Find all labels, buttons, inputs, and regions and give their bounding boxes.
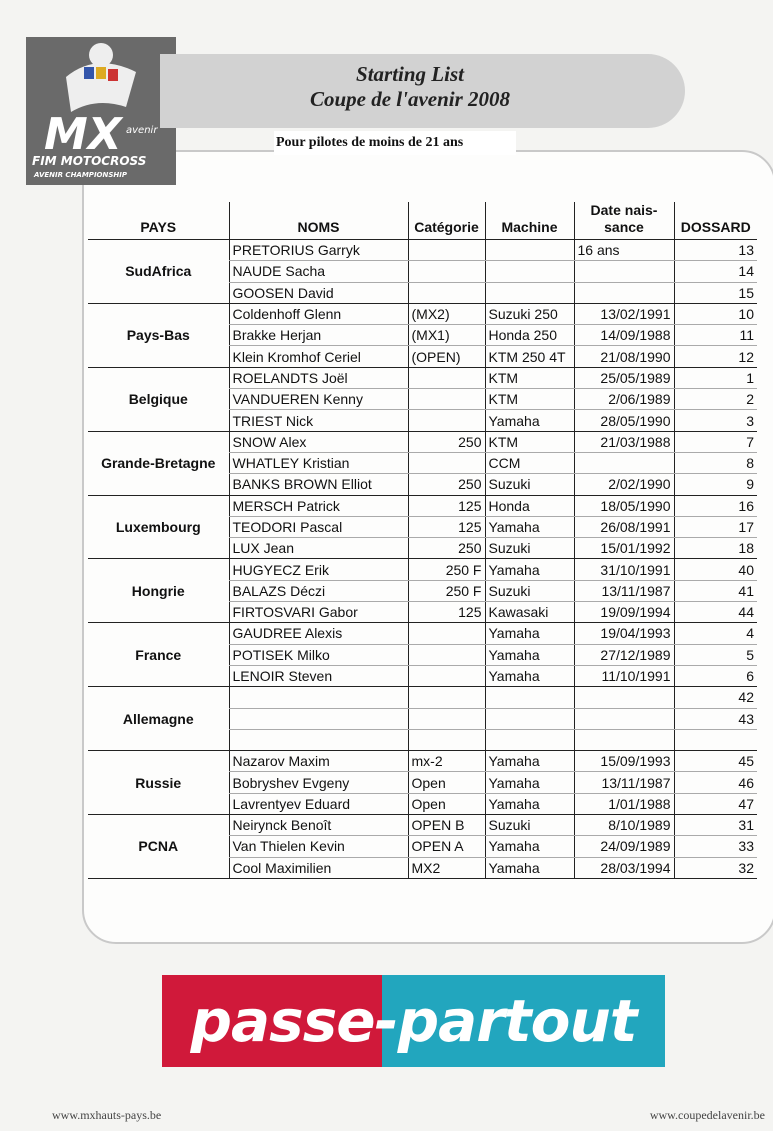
dossard-cell: 41 (674, 580, 757, 601)
country-cell: PCNA (88, 815, 229, 879)
country-cell: Allemagne (88, 687, 229, 751)
name-cell: PRETORIUS Garryk (229, 240, 408, 261)
birthdate-cell (574, 282, 674, 303)
name-cell: LENOIR Steven (229, 665, 408, 686)
dossard-cell: 13 (674, 240, 757, 261)
machine-cell: KTM (485, 367, 574, 388)
name-cell (229, 729, 408, 750)
name-cell: TEODORI Pascal (229, 516, 408, 537)
name-cell: MERSCH Patrick (229, 495, 408, 516)
machine-cell (485, 240, 574, 261)
logo-line1: FIM MOTOCROSS (32, 154, 147, 168)
dossard-cell: 40 (674, 559, 757, 580)
machine-cell: KTM (485, 431, 574, 452)
machine-cell: Yamaha (485, 665, 574, 686)
category-cell (408, 452, 485, 473)
table-row (88, 815, 757, 836)
dossard-cell: 18 (674, 538, 757, 559)
birthdate-cell: 31/10/1991 (574, 559, 674, 580)
table-row (88, 623, 757, 644)
name-cell: VANDUEREN Kenny (229, 389, 408, 410)
dossard-cell: 16 (674, 495, 757, 516)
category-cell: (MX2) (408, 303, 485, 324)
name-cell: TRIEST Nick (229, 410, 408, 431)
category-cell: OPEN A (408, 836, 485, 857)
machine-cell: Yamaha (485, 410, 574, 431)
dossard-cell: 1 (674, 367, 757, 388)
birthdate-cell (574, 261, 674, 282)
category-cell (408, 708, 485, 729)
table-row (88, 687, 757, 708)
birthdate-cell: 13/02/1991 (574, 303, 674, 324)
name-cell: Lavrentyev Eduard (229, 793, 408, 814)
table-row (88, 431, 757, 452)
machine-cell (485, 687, 574, 708)
machine-cell: Suzuki 250 (485, 303, 574, 324)
name-cell: BALAZS Déczi (229, 580, 408, 601)
column-header: NOMS (229, 202, 408, 240)
name-cell: BANKS BROWN Elliot (229, 474, 408, 495)
sponsor-banner (162, 975, 665, 1067)
category-cell: MX2 (408, 857, 485, 878)
birthdate-cell: 2/02/1990 (574, 474, 674, 495)
name-cell: GAUDREE Alexis (229, 623, 408, 644)
category-cell: 250 (408, 431, 485, 452)
dossard-cell: 11 (674, 325, 757, 346)
table-row (88, 495, 757, 516)
category-cell (408, 240, 485, 261)
dossard-cell: 32 (674, 857, 757, 878)
category-cell: 250 (408, 538, 485, 559)
machine-cell: Kawasaki (485, 602, 574, 623)
name-cell: GOOSEN David (229, 282, 408, 303)
dossard-cell: 2 (674, 389, 757, 410)
category-cell (408, 261, 485, 282)
category-cell: 125 (408, 602, 485, 623)
dossard-cell: 15 (674, 282, 757, 303)
dossard-cell: 17 (674, 516, 757, 537)
dossard-cell: 14 (674, 261, 757, 282)
birthdate-cell (574, 708, 674, 729)
logo-line2: AVENIR CHAMPIONSHIP (34, 171, 127, 179)
dossard-cell: 7 (674, 431, 757, 452)
machine-cell: KTM (485, 389, 574, 410)
name-cell: Brakke Herjan (229, 325, 408, 346)
starting-list-table (88, 202, 757, 879)
country-cell: France (88, 623, 229, 687)
title-line-2: Coupe de l'avenir 2008 (309, 87, 511, 111)
name-cell: Coldenhoff Glenn (229, 303, 408, 324)
category-cell: Open (408, 793, 485, 814)
birthdate-cell: 26/08/1991 (574, 516, 674, 537)
name-cell (229, 687, 408, 708)
machine-cell: Yamaha (485, 857, 574, 878)
title-line-1: Starting List (356, 62, 464, 86)
page-title (200, 62, 620, 112)
name-cell: Klein Kromhof Ceriel (229, 346, 408, 367)
birthdate-cell: 21/08/1990 (574, 346, 674, 367)
category-cell: 250 F (408, 559, 485, 580)
country-cell: Luxembourg (88, 495, 229, 559)
category-cell: mx-2 (408, 751, 485, 772)
machine-cell: Yamaha (485, 644, 574, 665)
column-header: Date nais- sance (574, 202, 674, 240)
dossard-cell: 8 (674, 452, 757, 473)
machine-cell (485, 729, 574, 750)
category-cell (408, 729, 485, 750)
category-cell (408, 644, 485, 665)
birthdate-cell: 15/01/1992 (574, 538, 674, 559)
name-cell: Neirynck Benoît (229, 815, 408, 836)
category-cell (408, 282, 485, 303)
name-cell: SNOW Alex (229, 431, 408, 452)
dossard-cell: 45 (674, 751, 757, 772)
page-subtitle: Pour pilotes de moins de 21 ans (274, 131, 516, 155)
table-header-row (88, 202, 757, 240)
birthdate-cell: 13/11/1987 (574, 772, 674, 793)
logo-top-text: avenir (126, 125, 158, 136)
category-cell: (MX1) (408, 325, 485, 346)
category-cell (408, 665, 485, 686)
birthdate-cell: 2/06/1989 (574, 389, 674, 410)
sponsor-name: passe-partout (190, 987, 637, 1055)
name-cell: FIRTOSVARI Gabor (229, 602, 408, 623)
category-cell (408, 623, 485, 644)
machine-cell (485, 708, 574, 729)
dossard-cell: 10 (674, 303, 757, 324)
category-cell: 125 (408, 495, 485, 516)
name-cell: ROELANDTS Joël (229, 367, 408, 388)
birthdate-cell: 16 ans (574, 240, 674, 261)
dossard-cell: 9 (674, 474, 757, 495)
machine-cell: Yamaha (485, 772, 574, 793)
machine-cell: Honda (485, 495, 574, 516)
birthdate-cell: 27/12/1989 (574, 644, 674, 665)
birthdate-cell: 8/10/1989 (574, 815, 674, 836)
dossard-cell: 33 (674, 836, 757, 857)
birthdate-cell: 18/05/1990 (574, 495, 674, 516)
table-row (88, 559, 757, 580)
category-cell: Open (408, 772, 485, 793)
category-cell: (OPEN) (408, 346, 485, 367)
country-cell: Grande-Bretagne (88, 431, 229, 495)
birthdate-cell: 1/01/1988 (574, 793, 674, 814)
table-row (88, 240, 757, 261)
machine-cell: Yamaha (485, 793, 574, 814)
name-cell: WHATLEY Kristian (229, 452, 408, 473)
dossard-cell: 3 (674, 410, 757, 431)
country-cell: Pays-Bas (88, 303, 229, 367)
machine-cell: Yamaha (485, 751, 574, 772)
category-cell (408, 367, 485, 388)
birthdate-cell: 28/03/1994 (574, 857, 674, 878)
birthdate-cell: 19/09/1994 (574, 602, 674, 623)
name-cell (229, 708, 408, 729)
machine-cell (485, 282, 574, 303)
dossard-cell: 43 (674, 708, 757, 729)
dossard-cell: 44 (674, 602, 757, 623)
birthdate-cell: 21/03/1988 (574, 431, 674, 452)
dossard-cell: 46 (674, 772, 757, 793)
machine-cell: Suzuki (485, 580, 574, 601)
birthdate-cell (574, 729, 674, 750)
machine-cell: CCM (485, 452, 574, 473)
name-cell: POTISEK Milko (229, 644, 408, 665)
table-row (88, 367, 757, 388)
category-cell (408, 410, 485, 431)
dossard-cell: 42 (674, 687, 757, 708)
machine-cell: Honda 250 (485, 325, 574, 346)
column-header: DOSSARD (674, 202, 757, 240)
name-cell: HUGYECZ Erik (229, 559, 408, 580)
birthdate-cell: 14/09/1988 (574, 325, 674, 346)
dossard-cell (674, 729, 757, 750)
category-cell: 250 F (408, 580, 485, 601)
birthdate-cell: 19/04/1993 (574, 623, 674, 644)
category-cell: 250 (408, 474, 485, 495)
dossard-cell: 31 (674, 815, 757, 836)
birthdate-cell: 24/09/1989 (574, 836, 674, 857)
country-cell: Russie (88, 751, 229, 815)
category-cell: 125 (408, 516, 485, 537)
birthdate-cell: 13/11/1987 (574, 580, 674, 601)
footer-left-url[interactable]: www.mxhauts-pays.be (52, 1108, 162, 1122)
dossard-cell: 4 (674, 623, 757, 644)
machine-cell: Suzuki (485, 474, 574, 495)
machine-cell: Yamaha (485, 836, 574, 857)
name-cell: Nazarov Maxim (229, 751, 408, 772)
column-header: Catégorie (408, 202, 485, 240)
category-cell (408, 389, 485, 410)
machine-cell: KTM 250 4T (485, 346, 574, 367)
name-cell: Bobryshev Evgeny (229, 772, 408, 793)
machine-cell: Suzuki (485, 538, 574, 559)
birthdate-cell (574, 452, 674, 473)
dossard-cell: 47 (674, 793, 757, 814)
name-cell: LUX Jean (229, 538, 408, 559)
machine-cell: Yamaha (485, 516, 574, 537)
dossard-cell: 6 (674, 665, 757, 686)
dossard-cell: 5 (674, 644, 757, 665)
country-cell: SudAfrica (88, 240, 229, 304)
column-header: PAYS (88, 202, 229, 240)
birthdate-cell: 28/05/1990 (574, 410, 674, 431)
logo-brand: MX (44, 109, 122, 160)
birthdate-cell: 15/09/1993 (574, 751, 674, 772)
machine-cell: Suzuki (485, 815, 574, 836)
birthdate-cell (574, 687, 674, 708)
name-cell: Cool Maximilien (229, 857, 408, 878)
table-row (88, 751, 757, 772)
birthdate-cell: 11/10/1991 (574, 665, 674, 686)
name-cell: Van Thielen Kevin (229, 836, 408, 857)
country-cell: Belgique (88, 367, 229, 431)
machine-cell (485, 261, 574, 282)
birthdate-cell: 25/05/1989 (574, 367, 674, 388)
country-cell: Hongrie (88, 559, 229, 623)
machine-cell: Yamaha (485, 559, 574, 580)
dossard-cell: 12 (674, 346, 757, 367)
column-header: Machine (485, 202, 574, 240)
machine-cell: Yamaha (485, 623, 574, 644)
name-cell: NAUDE Sacha (229, 261, 408, 282)
footer-right-url[interactable]: www.coupedelavenir.be (649, 1108, 765, 1122)
table-row (88, 303, 757, 324)
category-cell (408, 687, 485, 708)
category-cell: OPEN B (408, 815, 485, 836)
mx-avenir-logo (26, 37, 176, 185)
